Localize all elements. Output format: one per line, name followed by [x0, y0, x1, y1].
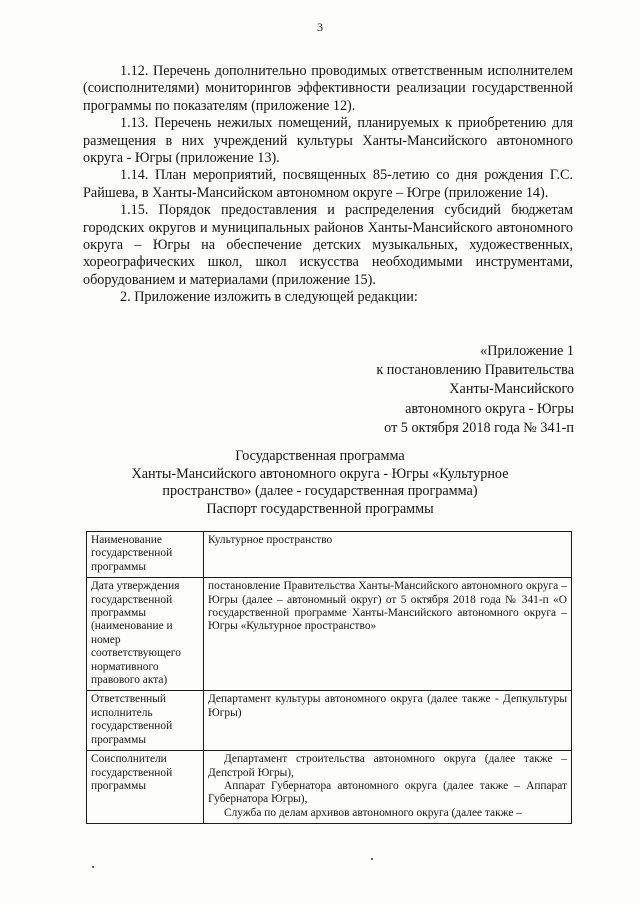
row-value: Культурное пространство: [204, 532, 572, 578]
table-row: [87, 578, 572, 691]
row-value: [204, 751, 572, 824]
coexecutor-item: Аппарат Губернатора автономного округа (далее также – Аппарат Губернатора Югры),: [208, 779, 567, 806]
coexecutor-item: Департамент строительства автономного округа (далее также – Депстрой Югры),: [208, 753, 567, 779]
approval-line: автономного округа - Югры: [405, 400, 574, 417]
title-line: пространство» (далее - государственная программа): [162, 483, 478, 500]
paragraph-1-13: 1.13. Перечень нежилых помещений, планируемых к приобретению для размещения в них учреждений культуры Ханты-Мансийского автономного округа - Югры (приложение 13).: [83, 115, 573, 167]
row-value: постановление Правительства Ханты-Мансийского автономного округа – Югры (далее – автономный округ) от 5 октября 2018 года № 341-п «О государственной программе Ханты-Мансийского автономного округа – Югры «Культурное пространство»: [204, 578, 572, 691]
row-label: Соисполнители государственной программы: [87, 751, 204, 824]
paragraph-1-12: 1.12. Перечень дополнительно проводимых ответственным исполнителем (соисполнителями) мониторингов эффективности реализации государственной программы по показателям (приложение 12).: [83, 63, 573, 114]
paragraph-1-15: 1.15. Порядок предоставления и распределения субсидий бюджетам городских округов и муниципальных районов Ханты-Мансийского автономного округа – Югры на обеспечение детских музыкальных, художественных, хореографических школ, школ искусства необходимыми инструментами, оборудованием и материалами (приложение 15).: [83, 202, 573, 288]
title-line: Государственная программа: [235, 448, 405, 464]
coexecutor-item: Служба по делам архивов автономного округа (далее также –: [224, 806, 522, 819]
row-label: Дата утверждения государственной программы (наименование и номер соответствующего нормативного правового акта): [87, 578, 204, 691]
row-label: Ответственный исполнитель государственной программы: [87, 691, 204, 751]
approval-line: от 5 октября 2018 года № 341-п: [384, 419, 574, 436]
page-number: 3: [317, 20, 323, 34]
body-text: [83, 63, 573, 307]
table-row: [87, 751, 572, 824]
program-title: [100, 448, 540, 518]
approval-line: Ханты-Мансийского: [449, 381, 574, 398]
paragraph-1-14: 1.14. План мероприятий, посвященных 85-летию со дня рождения Г.С. Райшева, в Ханты-Мансийском автономном округе – Югре (приложение 14).: [83, 167, 573, 201]
passport-heading: Паспорт государственной программы: [206, 500, 434, 517]
row-value: Департамент культуры автономного округа (далее также - Депкультуры Югры): [204, 691, 572, 751]
passport-table: [86, 531, 572, 824]
row-label: Наименование государственной программы: [87, 532, 204, 578]
table-row: [87, 691, 572, 751]
approval-block: [274, 342, 574, 438]
title-line: Ханты-Мансийского автономного округа - Югры «Культурное: [131, 465, 509, 482]
approval-line: к постановлению Правительства: [376, 362, 574, 379]
table-row: [87, 532, 572, 578]
scan-speck: [92, 866, 94, 868]
scan-speck: [371, 858, 373, 860]
approval-line: «Приложение 1: [480, 343, 574, 359]
paragraph-2: 2. Приложение изложить в следующей редакции:: [120, 289, 418, 306]
